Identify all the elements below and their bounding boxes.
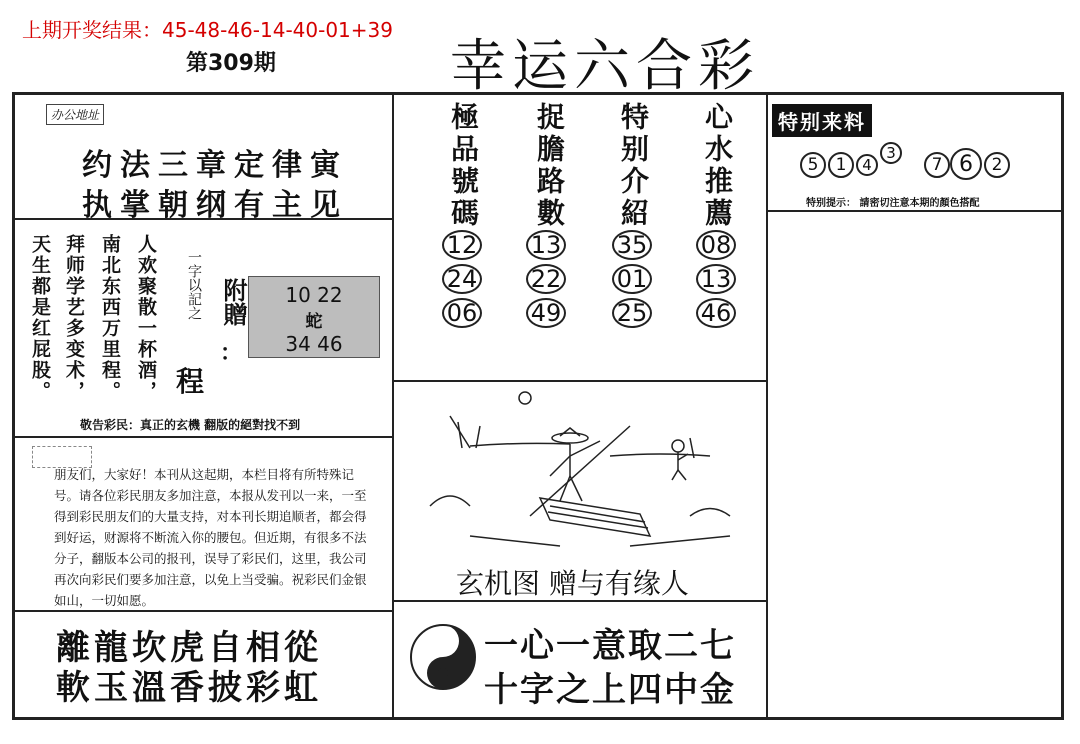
stamp-label: 办公地址 [46,104,104,125]
number-circle: 01 [612,264,652,294]
number-circle: 06 [442,298,482,328]
number-circle: 35 [612,230,652,260]
poem-line-2: 执掌朝纲有主见 [82,188,348,223]
special-number: 3 [880,142,902,164]
bottom-poem-1: 離龍坎虎自相從 [56,628,322,668]
special-number: 6 [950,148,982,180]
fisherman-illustration [410,386,750,566]
illustration-caption: 玄机图 赠与有缘人 [456,567,689,600]
number-circle: 24 [442,264,482,294]
header-col-1: 極品號碼 [447,102,480,230]
side-text: 一字以記之 [186,250,202,320]
notice-paragraph: 朋友们，大家好！本刊从这起期，本栏目将有所特殊记号。请各位彩民朋友多加注意，本报从发刊以一来，一至得到彩民朋友们的大量支持，对本刊长期追顺者，都会得到好运，财源将不断流入你的腰包。但近期，有很多不法分子，翻版本公司的报刊，误导了彩民们，这里，我公司再次向彩民们要多加注意，以免上当受骗。祝彩民们金银如山，一切如愿。 [54,467,367,608]
poem-line-1: 约法三章定律寅 [82,148,348,183]
special-tip: 特别提示： 請密切注意本期的顏色搭配 [806,198,980,209]
gift-numbers-top: 10 22 [285,283,343,307]
issue-number: 第309期 [186,51,276,76]
bottom-line-1: 一心一意取二七 [484,626,736,666]
fuzeng-label: 附贈 [219,278,248,326]
special-number: 5 [800,152,826,178]
colon-mark: ： [220,340,243,366]
header-col-2: 捉膽路數 [533,102,566,230]
gift-numbers-bottom: 34 46 [285,332,343,356]
special-number: 2 [984,152,1010,178]
divider-right [766,92,768,720]
number-circle: 13 [526,230,566,260]
number-circle: 49 [526,298,566,328]
header-col-4: 心水推薦 [701,102,734,230]
number-circle: 12 [442,230,482,260]
page-title: 幸运六合彩 [450,34,760,99]
verse-column-1: 人欢聚散一杯酒， [135,234,157,402]
number-circle: 08 [696,230,736,260]
header-col-3: 特别介紹 [617,102,650,230]
special-number: 7 [924,152,950,178]
cheng-char: 程 [176,365,205,398]
number-circle: 46 [696,298,736,328]
last-result-text: 上期开奖结果：45-48-46-14-40-01+39 [22,18,393,42]
special-numbers [800,142,1040,186]
bottom-line-2: 十字之上四中金 [484,670,736,710]
special-material-badge: 特别来料 [772,104,872,137]
special-number: 4 [856,154,878,176]
verse-column-3: 拜师学艺多变术， [63,234,85,402]
divider-left [392,92,394,720]
number-circle: 25 [612,298,652,328]
divider-lm [12,436,392,438]
verse-column-4: 天生都是红屁股。 [29,234,51,402]
verse-column-2: 南北东西万里程。 [99,234,121,402]
number-circle: 22 [526,264,566,294]
number-circle: 13 [696,264,736,294]
gift-box [248,276,380,358]
special-number: 1 [828,152,854,178]
yin-yang-icon [408,622,478,692]
gift-zodiac: 蛇 [305,312,323,332]
divider-r1 [766,210,1064,212]
notice-text: 敬告彩民：真正的玄機 翻版的絕對找不到 [80,418,301,432]
divider-c1 [392,380,766,382]
bottom-poem-2: 軟玉溫香披彩虹 [56,668,322,708]
